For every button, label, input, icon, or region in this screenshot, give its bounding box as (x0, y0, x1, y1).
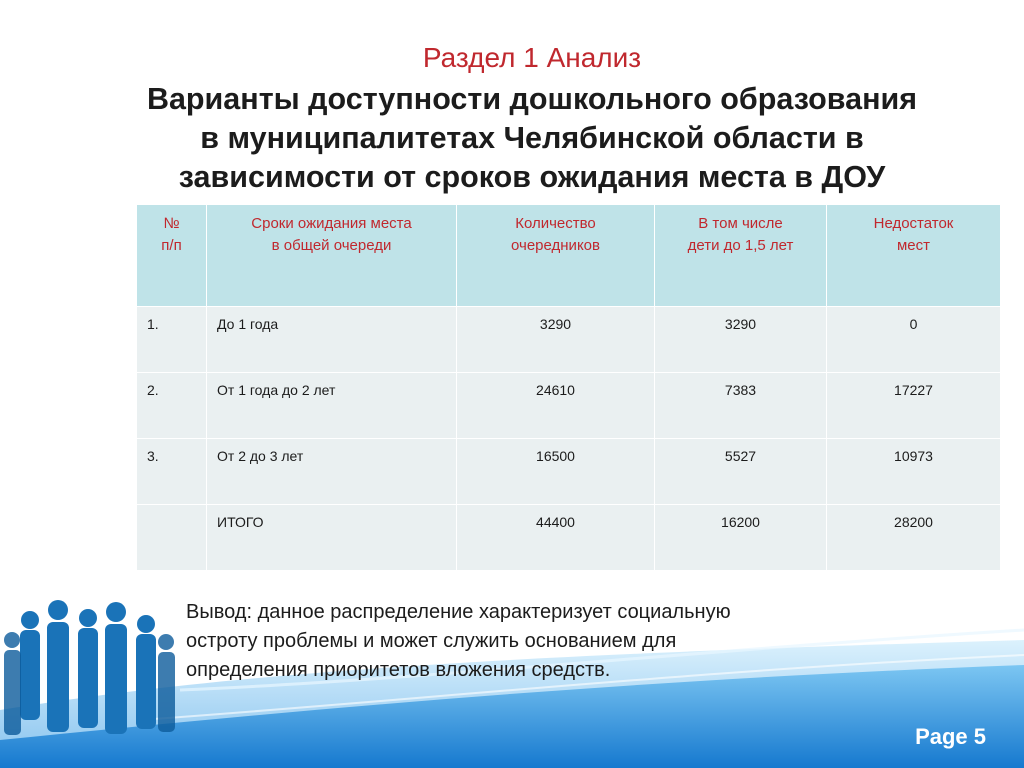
cell-under-1-5: 3290 (655, 307, 827, 373)
title-line: в муниципалитетах Челябинской области в (200, 121, 864, 155)
waiting-time-table (136, 204, 1000, 560)
cell-number: 2. (137, 373, 207, 439)
cell-shortage: 0 (827, 307, 1001, 373)
table-row (137, 307, 1001, 373)
cell-period: От 2 до 3 лет (207, 439, 457, 505)
table-header-row (137, 205, 1001, 307)
section-label: Раздел 1 Анализ (422, 42, 642, 73)
header-shortage: Недостаток мест (827, 205, 1001, 307)
cell-number: 1. (137, 307, 207, 373)
conclusion-line: Вывод: данное распределение характеризует социальную (186, 601, 731, 623)
cell-period: От 1 года до 2 лет (207, 373, 457, 439)
conclusion-text (186, 598, 906, 685)
title-line: зависимости от сроков ожидания места в ДОУ (178, 160, 886, 194)
cell-shortage: 10973 (827, 439, 1001, 505)
header-under-1-5: В том числе дети до 1,5 лет (655, 205, 827, 307)
title-line: Варианты доступности дошкольного образования (146, 82, 918, 116)
cell-shortage: 17227 (827, 373, 1001, 439)
cell-queue: 3290 (457, 307, 655, 373)
conclusion-line: остроту проблемы и может служить основанием для (186, 630, 677, 652)
cell-shortage: 28200 (827, 505, 1001, 571)
slide-title (0, 80, 1024, 197)
header-number: № п/п (137, 205, 207, 307)
table-total-row (137, 505, 1001, 571)
table-row (137, 439, 1001, 505)
header-queue-count: Количество очередников (457, 205, 655, 307)
cell-number (137, 505, 207, 571)
cell-period: ИТОГО (207, 505, 457, 571)
header-waiting-period: Сроки ожидания места в общей очереди (207, 205, 457, 307)
page-number: Page 5 (915, 724, 986, 749)
cell-queue: 16500 (457, 439, 655, 505)
cell-under-1-5: 7383 (655, 373, 827, 439)
cell-queue: 44400 (457, 505, 655, 571)
cell-under-1-5: 16200 (655, 505, 827, 571)
conclusion-line: определения приоритетов вложения средств. (186, 659, 611, 681)
cell-queue: 24610 (457, 373, 655, 439)
cell-period: До 1 года (207, 307, 457, 373)
table-row (137, 373, 1001, 439)
cell-under-1-5: 5527 (655, 439, 827, 505)
cell-number: 3. (137, 439, 207, 505)
business-people-illustration (0, 580, 180, 768)
